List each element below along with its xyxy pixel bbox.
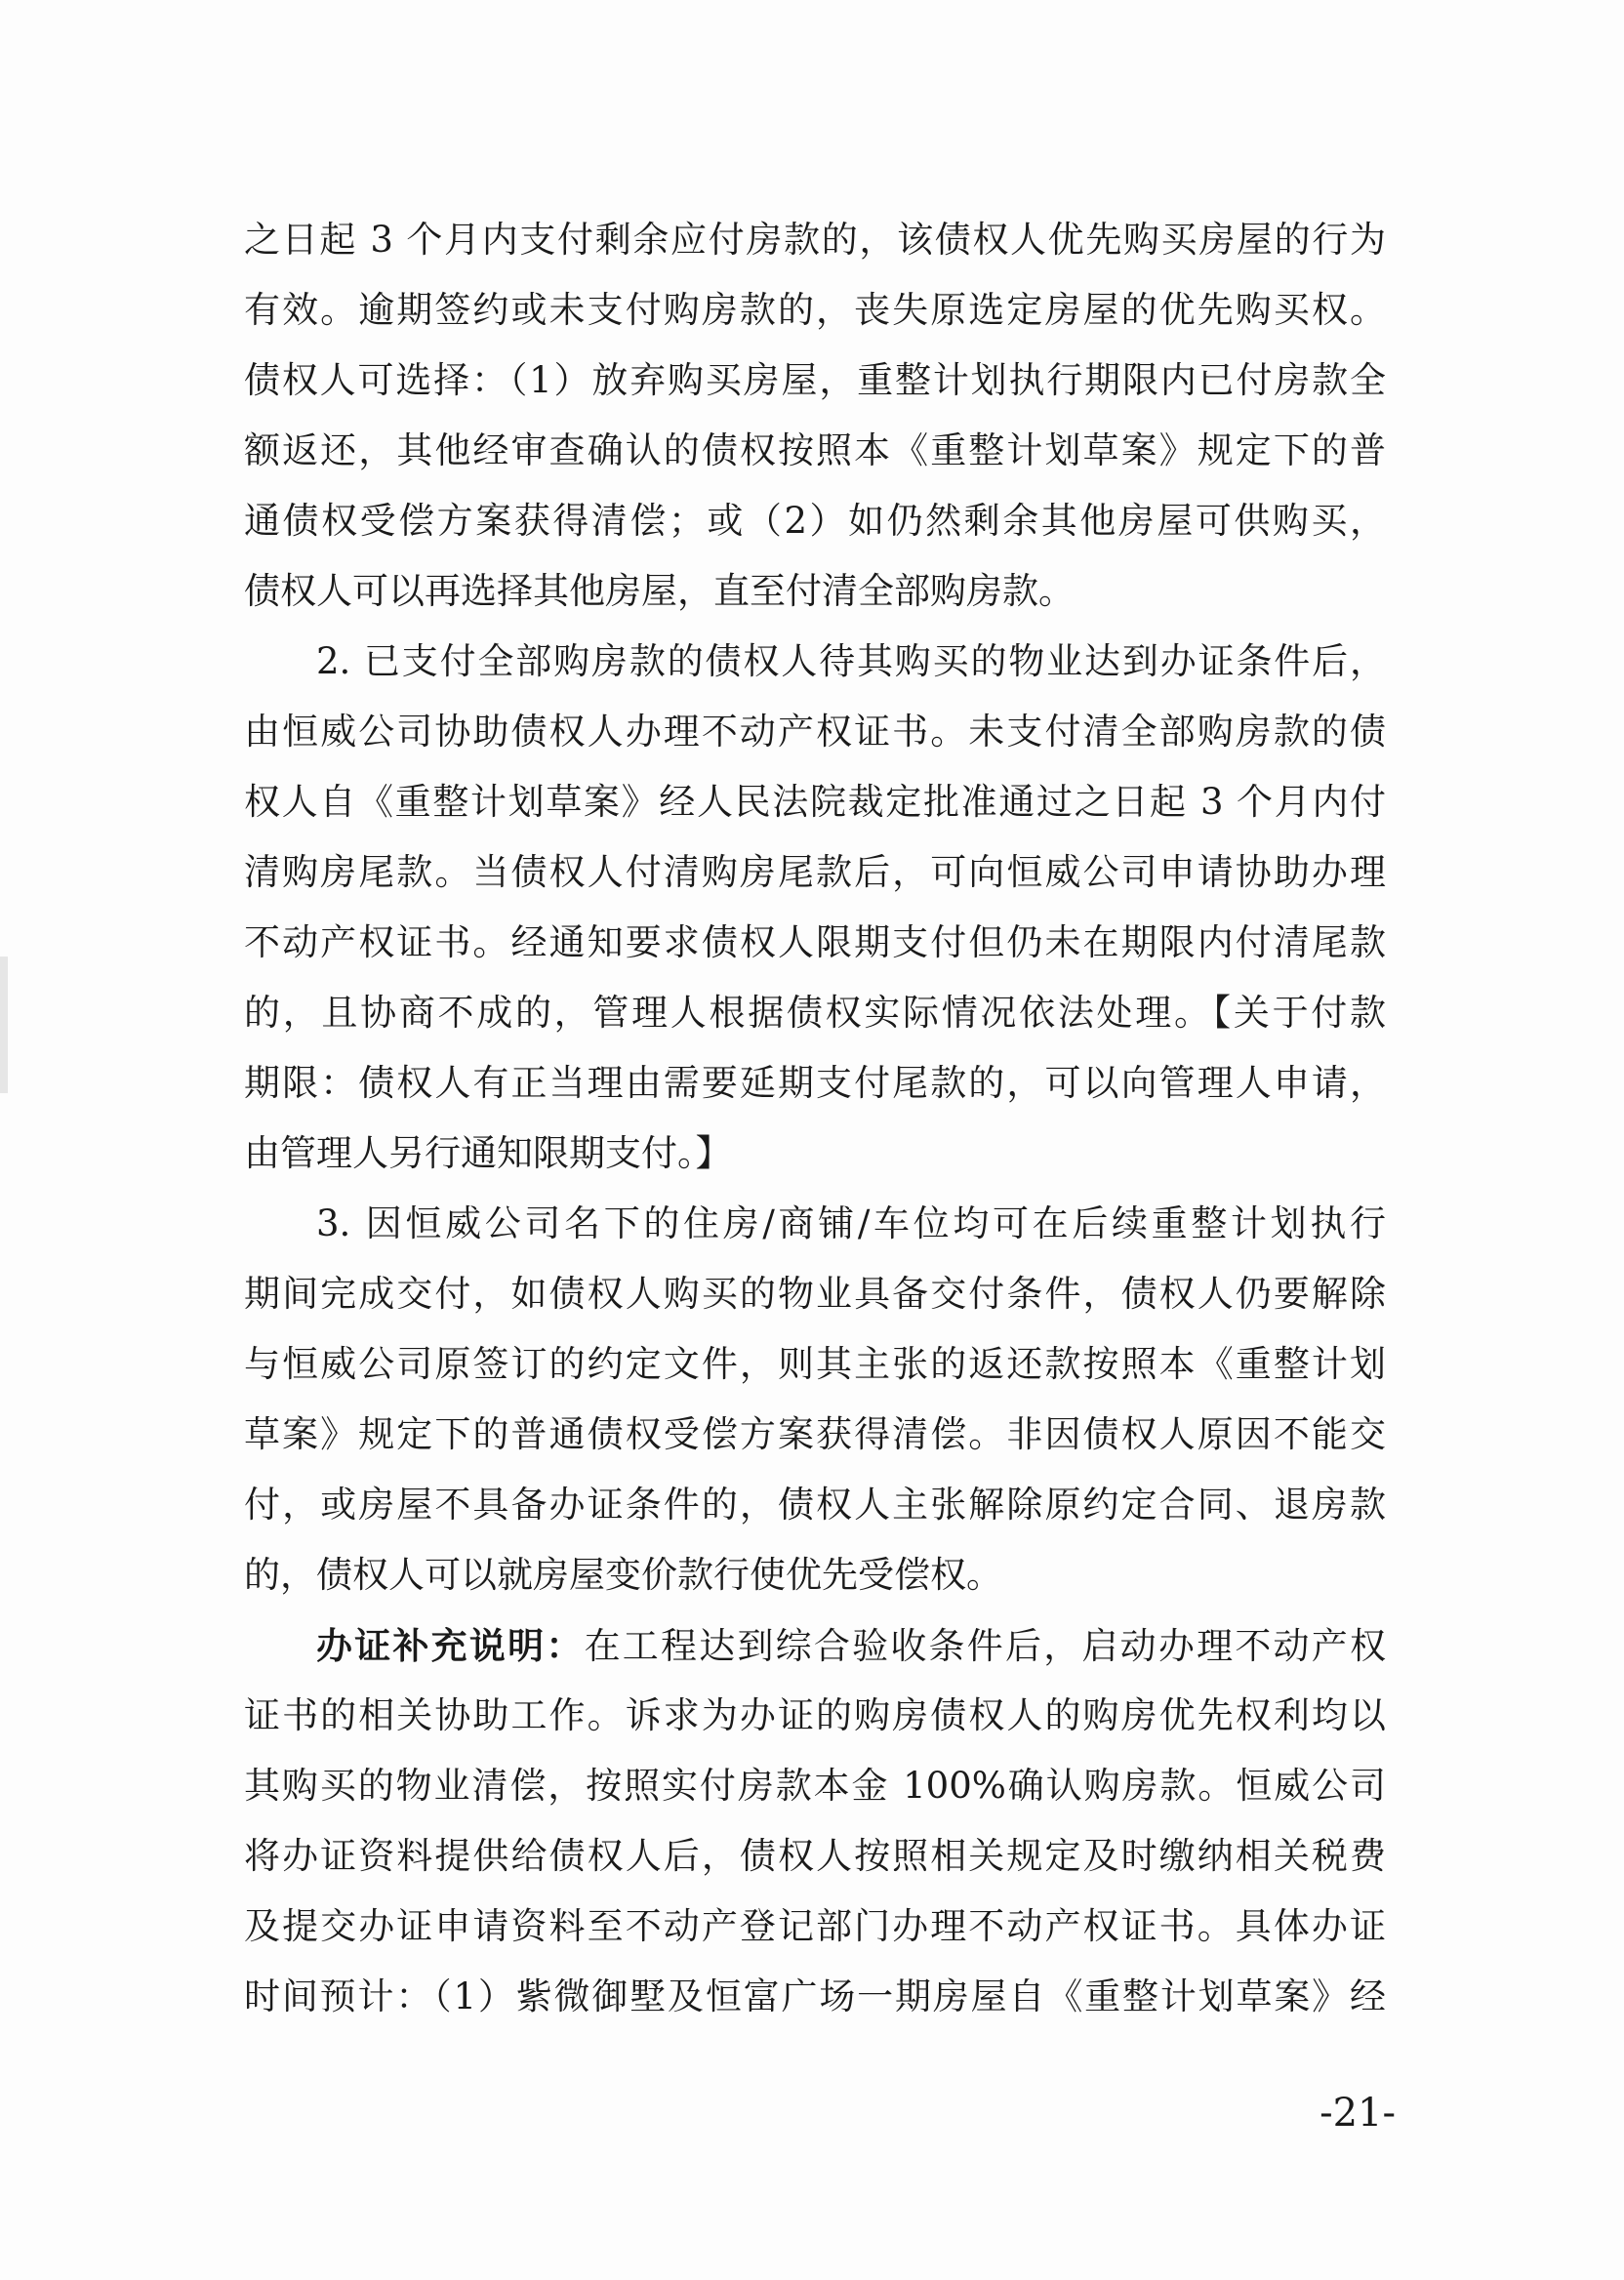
line-text: 由恒威公司协助债权人办理不动产权证书。未支付清全部购房款的债 bbox=[244, 711, 1386, 753]
line-text: 时间预计：（1）紫微御墅及恒富广场一期房屋自《重整计划草案》经 bbox=[244, 1975, 1386, 2017]
line-text: 在工程达到综合验收条件后，启动办理不动产权 bbox=[584, 1625, 1386, 1667]
line-text: 通债权受偿方案获得清偿；或（2）如仍然剩余其他房屋可供购买， bbox=[244, 500, 1386, 542]
line-text: 及提交办证申请资料至不动产登记部门办理不动产权证书。具体办证 bbox=[244, 1905, 1386, 1947]
line-text: 的，债权人可以就房屋变价款行使优先受偿权。 bbox=[244, 1554, 1002, 1596]
text-line bbox=[244, 346, 1386, 416]
text-line bbox=[244, 205, 1386, 275]
line-text: 其购买的物业清偿，按照实付房款本金 100%确认购房款。恒威公司 bbox=[244, 1765, 1386, 1807]
line-text: 债权人可以再选择其他房屋，直至付清全部购房款。 bbox=[244, 570, 1075, 612]
line-text: 不动产权证书。经通知要求债权人限期支付但仍未在期限内付清尾款 bbox=[244, 921, 1386, 963]
text-line bbox=[244, 1610, 1386, 1681]
line-text: 付，或房屋不具备办证条件的，债权人主张解除原约定合同、退房款 bbox=[244, 1484, 1386, 1526]
text-line bbox=[244, 1470, 1386, 1540]
line-text: 草案》规定下的普通债权受偿方案获得清偿。非因债权人原因不能交 bbox=[244, 1413, 1386, 1455]
line-text: 将办证资料提供给债权人后，债权人按照相关规定及时缴纳相关税费 bbox=[244, 1835, 1386, 1877]
text-line bbox=[244, 1119, 1386, 1189]
line-text: 债权人可选择：（1）放弃购买房屋，重整计划执行期限内已付房款全 bbox=[244, 359, 1386, 401]
line-text: 期间完成交付，如债权人购买的物业具备交付条件，债权人仍要解除 bbox=[244, 1273, 1386, 1315]
text-line bbox=[244, 1189, 1386, 1259]
text-line bbox=[244, 1048, 1386, 1119]
scan-edge-mark bbox=[0, 957, 8, 1093]
text-line bbox=[244, 1329, 1386, 1400]
page-number: -21- bbox=[1320, 2091, 1396, 2136]
body-text bbox=[244, 205, 1386, 2032]
text-line bbox=[244, 908, 1386, 978]
text-line bbox=[244, 1540, 1386, 1610]
text-line bbox=[244, 1821, 1386, 1892]
line-text: 由管理人另行通知限期支付。】 bbox=[244, 1132, 732, 1174]
text-line bbox=[244, 275, 1386, 346]
line-text: 3. 因恒威公司名下的住房/商铺/车位均可在后续重整计划执行 bbox=[316, 1202, 1386, 1244]
text-line bbox=[244, 1400, 1386, 1470]
text-line bbox=[244, 837, 1386, 908]
text-line bbox=[244, 416, 1386, 486]
bold-heading: 办证补充说明： bbox=[316, 1624, 585, 1667]
text-line bbox=[244, 767, 1386, 837]
text-line bbox=[244, 978, 1386, 1048]
text-line bbox=[244, 1681, 1386, 1751]
text-line bbox=[244, 1259, 1386, 1329]
line-text: 证书的相关协助工作。诉求为办证的购房债权人的购房优先权利均以 bbox=[244, 1694, 1386, 1736]
line-text: 的，且协商不成的，管理人根据债权实际情况依法处理。【关于付款 bbox=[244, 992, 1386, 1034]
line-text: 之日起 3 个月内支付剩余应付房款的，该债权人优先购买房屋的行为 bbox=[244, 219, 1386, 261]
line-text: 清购房尾款。当债权人付清购房尾款后，可向恒威公司申请协助办理 bbox=[244, 851, 1386, 893]
line-text: 2. 已支付全部购房款的债权人待其购买的物业达到办证条件后， bbox=[316, 640, 1386, 682]
text-line bbox=[244, 627, 1386, 697]
line-text: 有效。逾期签约或未支付购房款的，丧失原选定房屋的优先购买权。 bbox=[244, 289, 1386, 331]
text-line bbox=[244, 697, 1386, 767]
text-line bbox=[244, 1892, 1386, 1962]
text-line bbox=[244, 1751, 1386, 1821]
line-text: 与恒威公司原签订的约定文件，则其主张的返还款按照本《重整计划 bbox=[244, 1343, 1386, 1385]
line-text: 期限：债权人有正当理由需要延期支付尾款的，可以向管理人申请， bbox=[244, 1062, 1386, 1104]
line-text: 权人自《重整计划草案》经人民法院裁定批准通过之日起 3 个月内付 bbox=[244, 781, 1386, 823]
line-text: 额返还，其他经审查确认的债权按照本《重整计划草案》规定下的普 bbox=[244, 429, 1386, 471]
text-line bbox=[244, 1962, 1386, 2032]
text-line bbox=[244, 556, 1386, 627]
text-line bbox=[244, 486, 1386, 556]
